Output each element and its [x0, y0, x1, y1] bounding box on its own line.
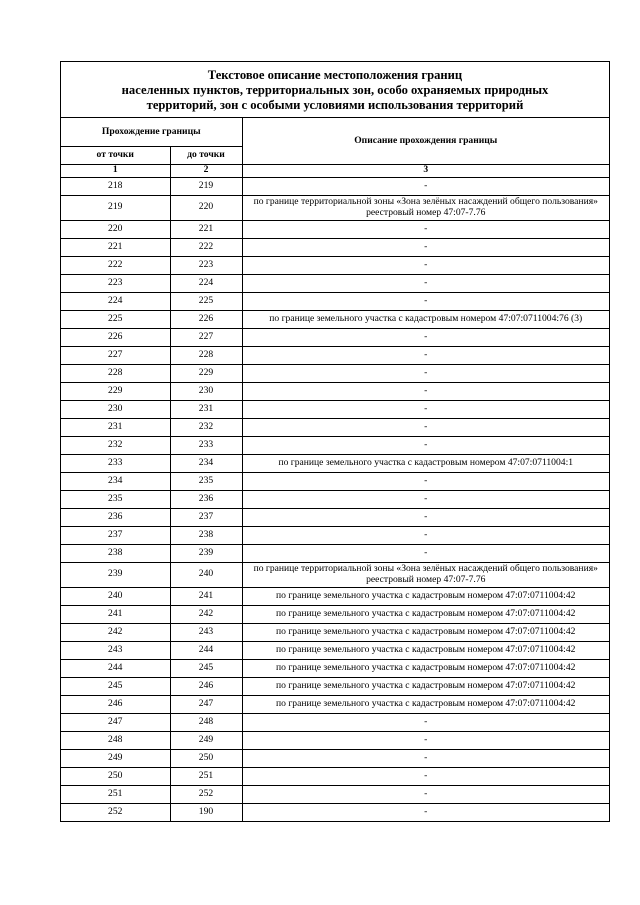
table-row [61, 472, 609, 490]
cell-from: 222 [61, 256, 170, 274]
cell-description: по границе земельного участка с кадастровым номером 47:07:0711004:1 [242, 454, 609, 472]
table-row [61, 256, 609, 274]
cell-from: 230 [61, 400, 170, 418]
cell-to: 237 [170, 508, 242, 526]
table-row [61, 562, 609, 587]
cell-to: 241 [170, 587, 242, 605]
cell-description: - [242, 749, 609, 767]
table-body [61, 177, 609, 821]
cell-description: по границе земельного участка с кадастровым номером 47:07:0711004:42 [242, 623, 609, 641]
title-line-2: населенных пунктов, территориальных зон, особо охраняемых природных [121, 83, 549, 97]
header-num-3: 3 [242, 164, 609, 177]
cell-from: 229 [61, 382, 170, 400]
cell-to: 245 [170, 659, 242, 677]
header-num-2: 2 [170, 164, 242, 177]
cell-from: 248 [61, 731, 170, 749]
table-row [61, 177, 609, 195]
cell-description: - [242, 785, 609, 803]
cell-to: 243 [170, 623, 242, 641]
cell-to: 242 [170, 605, 242, 623]
table-row [61, 310, 609, 328]
cell-to: 246 [170, 677, 242, 695]
cell-from: 234 [61, 472, 170, 490]
cell-from: 246 [61, 695, 170, 713]
cell-from: 218 [61, 177, 170, 195]
cell-to: 238 [170, 526, 242, 544]
cell-description: - [242, 292, 609, 310]
cell-to: 247 [170, 695, 242, 713]
cell-from: 242 [61, 623, 170, 641]
table-row [61, 292, 609, 310]
cell-to: 240 [170, 562, 242, 587]
table-row [61, 418, 609, 436]
cell-description: по границе территориальной зоны «Зона зелёных насаждений общего пользования» реестровый номер 47:07-7.76 [242, 562, 609, 587]
table-row [61, 436, 609, 454]
cell-from: 250 [61, 767, 170, 785]
cell-from: 239 [61, 562, 170, 587]
cell-from: 243 [61, 641, 170, 659]
cell-description: - [242, 731, 609, 749]
table-row [61, 641, 609, 659]
cell-from: 249 [61, 749, 170, 767]
cell-to: 231 [170, 400, 242, 418]
table-row [61, 767, 609, 785]
table-row [61, 400, 609, 418]
cell-to: 224 [170, 274, 242, 292]
document-frame [60, 61, 610, 822]
cell-description: - [242, 544, 609, 562]
cell-from: 238 [61, 544, 170, 562]
table-row [61, 508, 609, 526]
cell-description: - [242, 328, 609, 346]
cell-to: 234 [170, 454, 242, 472]
header-description: Описание прохождения границы [242, 118, 609, 164]
cell-description: - [242, 256, 609, 274]
cell-to: 229 [170, 364, 242, 382]
table-row [61, 695, 609, 713]
table-row [61, 364, 609, 382]
title-line-1: Текстовое описание местоположения границ [207, 68, 463, 82]
cell-description: - [242, 436, 609, 454]
cell-from: 225 [61, 310, 170, 328]
table-row [61, 274, 609, 292]
cell-to: 244 [170, 641, 242, 659]
header-num-1: 1 [61, 164, 170, 177]
cell-to: 233 [170, 436, 242, 454]
cell-from: 227 [61, 346, 170, 364]
cell-to: 230 [170, 382, 242, 400]
cell-from: 224 [61, 292, 170, 310]
cell-description: - [242, 382, 609, 400]
cell-description: - [242, 803, 609, 821]
document-title [61, 62, 609, 118]
cell-description: - [242, 472, 609, 490]
cell-from: 251 [61, 785, 170, 803]
table-row [61, 220, 609, 238]
cell-description: по границе земельного участка с кадастровым номером 47:07:0711004:42 [242, 641, 609, 659]
cell-description: - [242, 177, 609, 195]
table-row [61, 195, 609, 220]
cell-description: - [242, 400, 609, 418]
title-line-3: территорий, зон с особыми условиями использования территорий [146, 98, 524, 112]
cell-to: 228 [170, 346, 242, 364]
cell-from: 232 [61, 436, 170, 454]
cell-from: 233 [61, 454, 170, 472]
cell-description: по границе земельного участка с кадастровым номером 47:07:0711004:42 [242, 605, 609, 623]
cell-to: 252 [170, 785, 242, 803]
cell-from: 247 [61, 713, 170, 731]
cell-description: - [242, 767, 609, 785]
table-row [61, 587, 609, 605]
cell-from: 236 [61, 508, 170, 526]
cell-to: 232 [170, 418, 242, 436]
cell-to: 225 [170, 292, 242, 310]
cell-description: - [242, 508, 609, 526]
table-row [61, 605, 609, 623]
table-row [61, 803, 609, 821]
cell-to: 239 [170, 544, 242, 562]
table-row [61, 346, 609, 364]
cell-description: - [242, 274, 609, 292]
table-row [61, 328, 609, 346]
table-row [61, 544, 609, 562]
cell-to: 249 [170, 731, 242, 749]
cell-from: 221 [61, 238, 170, 256]
cell-to: 190 [170, 803, 242, 821]
cell-to: 235 [170, 472, 242, 490]
cell-to: 222 [170, 238, 242, 256]
cell-to: 236 [170, 490, 242, 508]
header-from: от точки [61, 146, 170, 164]
cell-to: 219 [170, 177, 242, 195]
cell-from: 235 [61, 490, 170, 508]
cell-to: 251 [170, 767, 242, 785]
cell-from: 252 [61, 803, 170, 821]
cell-description: по границе земельного участка с кадастровым номером 47:07:0711004:42 [242, 659, 609, 677]
cell-from: 237 [61, 526, 170, 544]
cell-from: 219 [61, 195, 170, 220]
table-row [61, 659, 609, 677]
table-row [61, 749, 609, 767]
table-header [61, 118, 609, 177]
cell-description: - [242, 220, 609, 238]
header-to: до точки [170, 146, 242, 164]
cell-from: 240 [61, 587, 170, 605]
cell-from: 228 [61, 364, 170, 382]
cell-description: - [242, 490, 609, 508]
cell-description: по границе земельного участка с кадастровым номером 47:07:0711004:42 [242, 695, 609, 713]
cell-description: по границе земельного участка с кадастровым номером 47:07:0711004:42 [242, 677, 609, 695]
table-row [61, 454, 609, 472]
cell-to: 227 [170, 328, 242, 346]
cell-description: - [242, 364, 609, 382]
cell-description: по границе территориальной зоны «Зона зелёных насаждений общего пользования» реестровый номер 47:07-7.76 [242, 195, 609, 220]
table-row [61, 238, 609, 256]
cell-to: 250 [170, 749, 242, 767]
cell-from: 223 [61, 274, 170, 292]
cell-description: - [242, 713, 609, 731]
table-row [61, 677, 609, 695]
cell-description: - [242, 238, 609, 256]
table-row [61, 785, 609, 803]
table-row [61, 526, 609, 544]
boundary-table [61, 118, 609, 821]
table-row [61, 713, 609, 731]
cell-from: 226 [61, 328, 170, 346]
cell-to: 221 [170, 220, 242, 238]
table-row [61, 731, 609, 749]
cell-description: - [242, 418, 609, 436]
table-row [61, 382, 609, 400]
table-row [61, 623, 609, 641]
cell-to: 226 [170, 310, 242, 328]
table-row [61, 490, 609, 508]
cell-from: 220 [61, 220, 170, 238]
header-passage: Прохождение границы [61, 118, 242, 146]
cell-description: - [242, 526, 609, 544]
cell-description: по границе земельного участка с кадастровым номером 47:07:0711004:76 (3) [242, 310, 609, 328]
cell-description: по границе земельного участка с кадастровым номером 47:07:0711004:42 [242, 587, 609, 605]
cell-from: 231 [61, 418, 170, 436]
cell-to: 223 [170, 256, 242, 274]
cell-from: 245 [61, 677, 170, 695]
cell-description: - [242, 346, 609, 364]
cell-to: 248 [170, 713, 242, 731]
cell-from: 241 [61, 605, 170, 623]
cell-from: 244 [61, 659, 170, 677]
cell-to: 220 [170, 195, 242, 220]
